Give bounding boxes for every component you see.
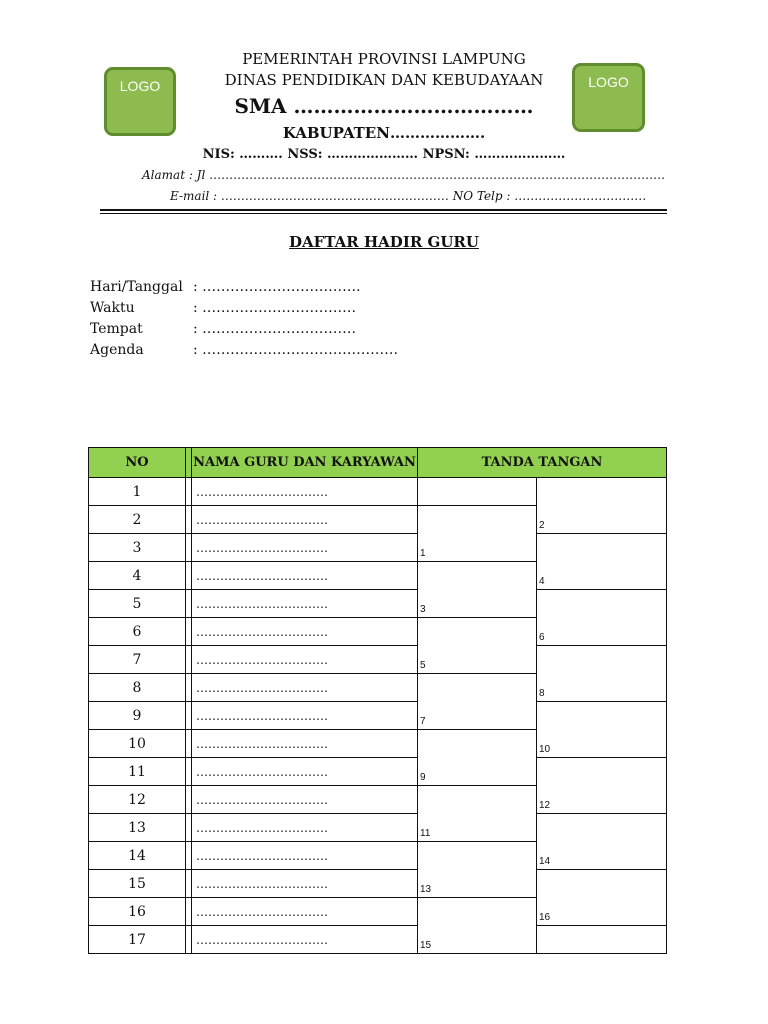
signature-cell-left[interactable] — [418, 786, 537, 842]
info-label-date: Hari/Tanggal — [90, 279, 183, 295]
signature-number: 12 — [539, 800, 551, 811]
row-number: 7 — [89, 646, 186, 674]
logo-left-label: LOGO — [119, 78, 161, 94]
name-field[interactable]: …………………………… — [192, 674, 418, 702]
logo-right-label: LOGO — [588, 74, 629, 90]
name-field[interactable]: …………………………… — [192, 618, 418, 646]
header-no: NO — [89, 448, 186, 478]
name-field[interactable]: …………………………… — [192, 898, 418, 926]
signature-cell-left[interactable] — [418, 898, 537, 954]
signature-number: 3 — [420, 604, 426, 615]
row-number: 6 — [89, 618, 186, 646]
signature-cell-left[interactable] — [418, 674, 537, 730]
signature-cell-right[interactable] — [537, 534, 667, 590]
header-regency: KABUPATEN………………. — [282, 124, 486, 142]
signature-cell-left[interactable] — [418, 506, 537, 562]
name-field[interactable]: …………………………… — [192, 562, 418, 590]
attendance-body — [89, 478, 667, 954]
table-row — [89, 758, 667, 786]
header-signature: TANDA TANGAN — [418, 448, 667, 478]
header-department: DINAS PENDIDIKAN DAN KEBUDAYAAN — [224, 71, 544, 89]
signature-number: 6 — [539, 632, 545, 643]
table-row — [89, 646, 667, 674]
row-number: 12 — [89, 786, 186, 814]
signature-cell-left[interactable] — [418, 730, 537, 786]
signature-number: 11 — [420, 828, 431, 839]
table-row — [89, 590, 667, 618]
row-number: 17 — [89, 926, 186, 954]
info-value-date: : ……………………………. — [193, 279, 361, 295]
signature-number: 14 — [539, 856, 551, 867]
signature-cell-right[interactable] — [537, 646, 667, 702]
signature-number: 4 — [539, 576, 545, 587]
signature-cell-left[interactable] — [418, 562, 537, 618]
header-school-name: SMA ……………………………… — [234, 94, 534, 118]
name-field[interactable]: …………………………… — [192, 534, 418, 562]
signature-number: 16 — [539, 912, 551, 923]
name-field[interactable]: …………………………… — [192, 730, 418, 758]
name-field[interactable]: …………………………… — [192, 702, 418, 730]
name-field[interactable]: …………………………… — [192, 870, 418, 898]
row-number: 13 — [89, 814, 186, 842]
name-field[interactable]: …………………………… — [192, 646, 418, 674]
name-field[interactable]: …………………………… — [192, 478, 418, 506]
row-number: 4 — [89, 562, 186, 590]
table-row — [89, 534, 667, 562]
signature-number: 7 — [420, 716, 426, 727]
attendance-table — [88, 447, 667, 954]
signature-cell-left[interactable] — [418, 842, 537, 898]
signature-cell-right[interactable] — [537, 590, 667, 646]
info-label-agenda: Agenda — [90, 342, 144, 358]
document-title: DAFTAR HADIR GURU — [289, 233, 479, 251]
signature-number: 5 — [420, 660, 426, 671]
info-label-time: Waktu — [90, 300, 135, 316]
row-number: 3 — [89, 534, 186, 562]
signature-number: 8 — [539, 688, 545, 699]
header-contact: E-mail : ………………………………………………… NO Telp : …………………………… — [170, 189, 647, 203]
signature-cell-right[interactable] — [537, 814, 667, 870]
header-rule-thin — [100, 213, 667, 214]
signature-cell-left-top[interactable] — [418, 478, 537, 506]
table-row — [89, 702, 667, 730]
row-number: 5 — [89, 590, 186, 618]
signature-cell-right-bottom[interactable] — [537, 926, 667, 954]
table-header-row — [89, 448, 667, 478]
name-field[interactable]: …………………………… — [192, 758, 418, 786]
table-row — [89, 926, 667, 954]
header-address: Alamat : Jl …………………………………………………………………………………………………… — [142, 168, 666, 182]
signature-cell-right[interactable] — [537, 478, 667, 534]
table-row — [89, 478, 667, 506]
row-number: 2 — [89, 506, 186, 534]
name-field[interactable]: …………………………… — [192, 926, 418, 954]
header-government: PEMERINTAH PROVINSI LAMPUNG — [242, 50, 526, 68]
table-row — [89, 870, 667, 898]
name-field[interactable]: …………………………… — [192, 590, 418, 618]
row-number: 15 — [89, 870, 186, 898]
row-number: 1 — [89, 478, 186, 506]
name-field[interactable]: …………………………… — [192, 814, 418, 842]
signature-cell-right[interactable] — [537, 758, 667, 814]
name-field[interactable]: …………………………… — [192, 786, 418, 814]
name-field[interactable]: …………………………… — [192, 506, 418, 534]
signature-number: 1 — [420, 548, 426, 559]
signature-number: 13 — [420, 884, 432, 895]
info-value-place: : …………………………… — [193, 321, 357, 337]
row-number: 16 — [89, 898, 186, 926]
signature-number: 9 — [420, 772, 426, 783]
table-row — [89, 814, 667, 842]
row-number: 14 — [89, 842, 186, 870]
name-field[interactable]: …………………………… — [192, 842, 418, 870]
signature-number: 2 — [539, 520, 545, 531]
header-identifiers: NIS: ………. NSS: ………………… NPSN: ………………… — [202, 147, 566, 162]
signature-cell-right[interactable] — [537, 702, 667, 758]
signature-cell-left[interactable] — [418, 618, 537, 674]
info-value-agenda: : …………………………………… — [193, 342, 399, 358]
row-number: 8 — [89, 674, 186, 702]
row-number: 11 — [89, 758, 186, 786]
header-rule-thick — [100, 209, 667, 211]
info-label-place: Tempat — [90, 321, 143, 337]
signature-cell-right[interactable] — [537, 870, 667, 926]
row-number: 10 — [89, 730, 186, 758]
signature-number: 10 — [539, 744, 551, 755]
signature-number: 15 — [420, 940, 432, 951]
row-number: 9 — [89, 702, 186, 730]
header-name: NAMA GURU DAN KARYAWAN — [192, 448, 418, 478]
info-value-time: : …………………………… — [193, 300, 357, 316]
